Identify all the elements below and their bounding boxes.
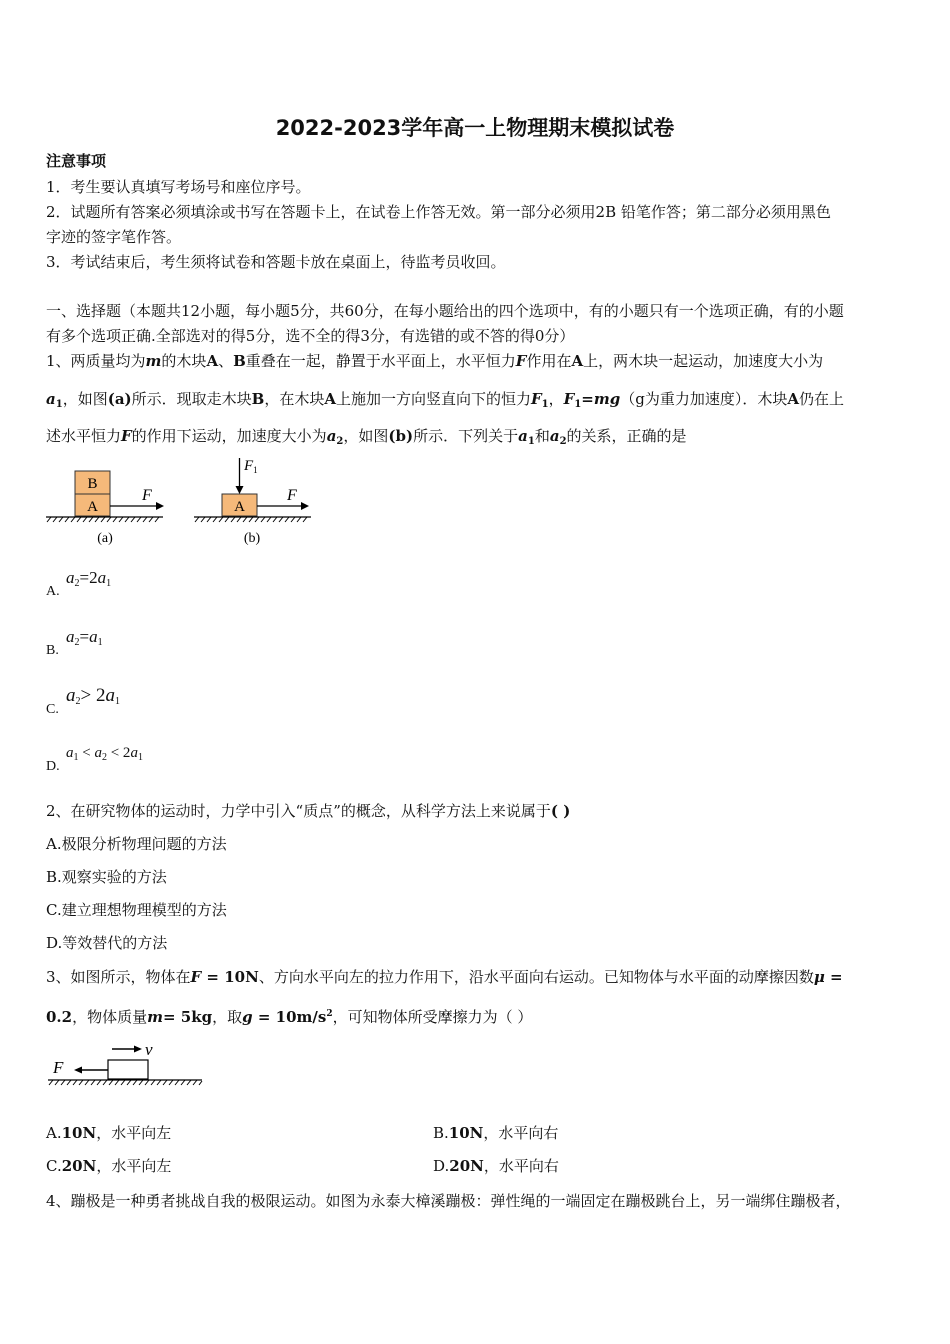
velocity-label: v: [145, 1040, 153, 1059]
q2-option-c[interactable]: C.建立理想物理模型的方法: [46, 901, 227, 919]
q2-option-a[interactable]: A.极限分析物理问题的方法: [46, 835, 227, 853]
notice-item: 2．试题所有答案必须填涂或书写在答题卡上，在试卷上作答无效。第一部分必须用2B 铅笔作答；第二部分必须用黑色: [46, 203, 831, 221]
notice-item: 1．考生要认真填写考场号和座位序号。: [46, 178, 311, 196]
q3-stem-line: 3、如图所示，物体在F = 10N、方向水平向左的拉力作用下，沿水平面向右运动。已知物体与水平面的动摩擦因数μ =: [46, 968, 843, 986]
block-a-label: A: [234, 499, 245, 515]
force-label: F: [53, 1058, 64, 1077]
section-intro: 一、选择题（本题共12小题，每小题5分，共60分，在每小题给出的四个选项中，有的小题只有一个选项正确，有的小题: [46, 302, 844, 320]
notice-heading: 注意事项: [46, 152, 107, 170]
caption-b: (b): [243, 531, 261, 546]
force-label: F: [142, 487, 152, 504]
ground-hatch: [49, 1080, 202, 1085]
caption-a: (a): [97, 531, 113, 546]
block-a-label: A: [87, 499, 98, 515]
q2-option-b[interactable]: B.观察实验的方法: [46, 868, 167, 886]
q2-stem: 2、在研究物体的运动时，力学中引入“质点”的概念，从科学方法上来说属于( ): [46, 802, 571, 820]
notice-item: 3．考试结束后，考生须将试卷和答题卡放在桌面上，待监考员收回。: [46, 253, 506, 271]
block-b-label: B: [87, 476, 98, 492]
q3-option-b[interactable]: B.10N，水平向右: [433, 1124, 559, 1142]
q1-stem-line: 1、两质量均为m的木块A、B重叠在一起，静置于水平面上，水平恒力F作用在A上，两木块一起运动，加速度大小为: [46, 352, 824, 370]
q3-stem-line: 0.2，物体质量m= 5kg，取$g = 10m/s^2$，可知物体所受摩擦力为（ ）: [46, 1008, 533, 1026]
ground-hatch: [47, 517, 159, 522]
q1-stem-line: 述水平恒力F的作用下运动，加速度大小为$a_2$，如图(b)所示．下列关于$a_1$和$a_2$的关系，正确的是: [46, 427, 687, 447]
object-block: [108, 1060, 148, 1079]
force-label: F: [287, 487, 297, 504]
q1-stem-line: $a_1$，如图(a)所示．现取走木块B，在木块A上施加一方向竖直向下的恒力$F_1$，$F_1=mg(g$为重力加速度）．木块A仍在上: [46, 390, 844, 410]
q3-figure: [44, 1038, 206, 1090]
notice-item: 字迹的签字笔作答。: [46, 228, 182, 246]
q3-option-d[interactable]: D.20N，水平向右: [433, 1157, 559, 1175]
q4-stem-line: 4、蹦极是一种勇者挑战自我的极限运动。如图为永泰大樟溪蹦极：弹性绳的一端固定在蹦极跳台上，另一端绑住蹦极者，: [46, 1192, 851, 1210]
q3-option-a[interactable]: A.10N，水平向左: [46, 1124, 172, 1142]
q1-figure: [44, 456, 316, 550]
section-intro: 有多个选项正确.全部选对的得5分，选不全的得3分，有选错的或不答的得0分）: [46, 327, 575, 345]
ground-hatch: [195, 517, 307, 522]
q3-option-c[interactable]: C.20N，水平向左: [46, 1157, 172, 1175]
force1-label: $F_1$: [244, 458, 258, 475]
page-title: 2022-2023学年高一上物理期末模拟试卷: [275, 116, 675, 140]
exam-page: 2022-2023学年高一上物理期末模拟试卷 注意事项 1．考生要认真填写考场号和座位序号。 2．试题所有答案必须填涂或书写在答题卡上，在试卷上作答无效。第一部分必须用2B 铅笔作答；第二部分必须用黑色 字迹的签字笔作答。 3．考试结束后，考生须将试卷和答题卡放在桌面上，待监考员收回。 一、选择题（本题共12小题，每小题5分，共60分，在每小题给出的四个选项中，有的小题只有一个选项正确，有的小题 有多个选项正确.全部选对的得5分，选不全的得3分，有选错的或不答的得0分） 1、两质量均为m的木块A、B重叠在一起，静置于水平面上，水平恒力F作用在A上，两木块一起运动，加速度大小为 $a_1$，如图(a)所示．现取走木块B，在木块A上施加一方向竖直向下的恒力$F_1$，$F_1=mg(g$为重力加速度）．木块A仍在上 述水平恒力F的作用下运动，加速度大小为$a_2$，如图(b)所示．下列关于$a_1$和$a_2$的关系，正确的是 B A F (a) A $F_1$ F (b) A. $a_2=2a_1$ B. $a_2=a_1$ C. $a_2> 2a_1$ D. $a_1 < a_2 < 2a_1$ 2、在研究物体的运动时，力学中引入“质点”的概念，从科学方法上来说属于( ) A.极限分析物理问题的方法 B.观察实验的方法 C.建立理想物理模型的方法 D.等效替代的方法 3、如图所示，物体在F = 10N、方向水平向左的拉力作用下，沿水平面向右运动。已知物体与水平面的动摩擦因数μ = 0.2，物体质量m= 5kg，取$g = 10m/s^2$，可知物体所受摩擦力为（ ） v F A.10N，水平向左 B.10N，水平向右 C.20N，水平向左 D.20N，水平向右 4、蹦极是一种勇者挑战自我的极限运动。如图为永泰大樟溪蹦极：弹性绳的一端固定在蹦极跳台上，另一端绑住蹦极者，: [0, 0, 950, 1344]
q2-option-d[interactable]: D.等效替代的方法: [46, 934, 168, 952]
